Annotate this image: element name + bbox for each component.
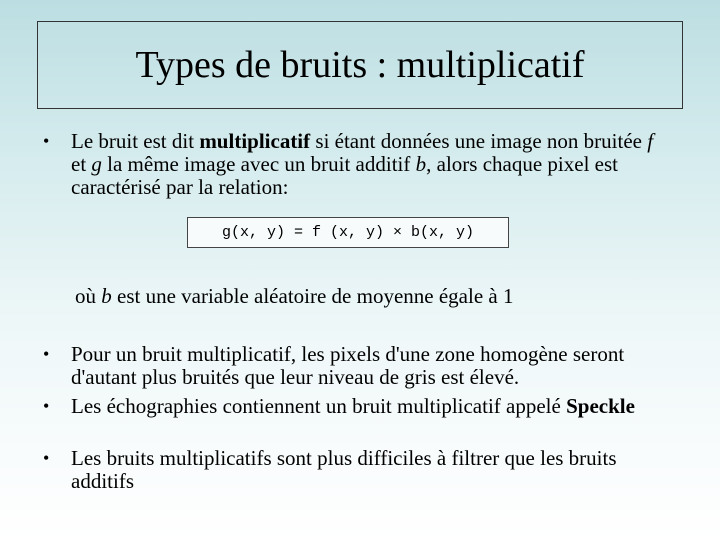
intro-text-3: et [71, 152, 92, 176]
intro-text-1: Le bruit est dit [71, 129, 200, 153]
bullet-glyph: • [43, 344, 50, 364]
intro-text-2: si étant données une image non bruitée [310, 129, 648, 153]
bullet-speckle-text [71, 395, 663, 418]
formula-note [75, 285, 513, 308]
intro-bold-term: multiplicatif [199, 129, 311, 153]
bullet-homogeneous [43, 343, 663, 389]
intro-text-4: la même image avec un bruit additif [101, 152, 416, 176]
bullet-speckle [43, 395, 663, 418]
slide-title: Types de bruits : multiplicatif [135, 44, 585, 86]
intro-text-5: , alors chaque pixel est caractérisé par la relation: [71, 152, 618, 199]
note-text-2: est une variable aléatoire de moyenne égale à 1 [111, 284, 514, 308]
bullet-glyph: • [43, 131, 50, 151]
bullet-intro [43, 130, 663, 199]
speckle-bold-term: Speckle [566, 394, 635, 418]
bullet-glyph: • [43, 448, 50, 468]
intro-var-f: f [647, 129, 654, 153]
bullet-homogeneous-text: Pour un bruit multiplicatif, les pixels d'une zone homogène seront d'autant plus bruités que leur niveau de gris est élevé. [71, 342, 625, 389]
speckle-text: Les échographies contiennent un bruit multiplicatif appelé [71, 394, 567, 418]
title-box [37, 21, 683, 109]
note-text-1: où [75, 284, 102, 308]
intro-var-b: b [415, 152, 427, 176]
intro-var-g: g [91, 152, 102, 176]
bullet-intro-text [71, 130, 663, 199]
bullet-filtering [43, 447, 663, 493]
bullet-glyph: • [43, 396, 50, 416]
note-var-b: b [101, 284, 112, 308]
formula-box: g(x, y) = f (x, y) × b(x, y) [187, 217, 509, 248]
bullet-filtering-text: Les bruits multiplicatifs sont plus difficiles à filtrer que les bruits additifs [71, 446, 617, 493]
